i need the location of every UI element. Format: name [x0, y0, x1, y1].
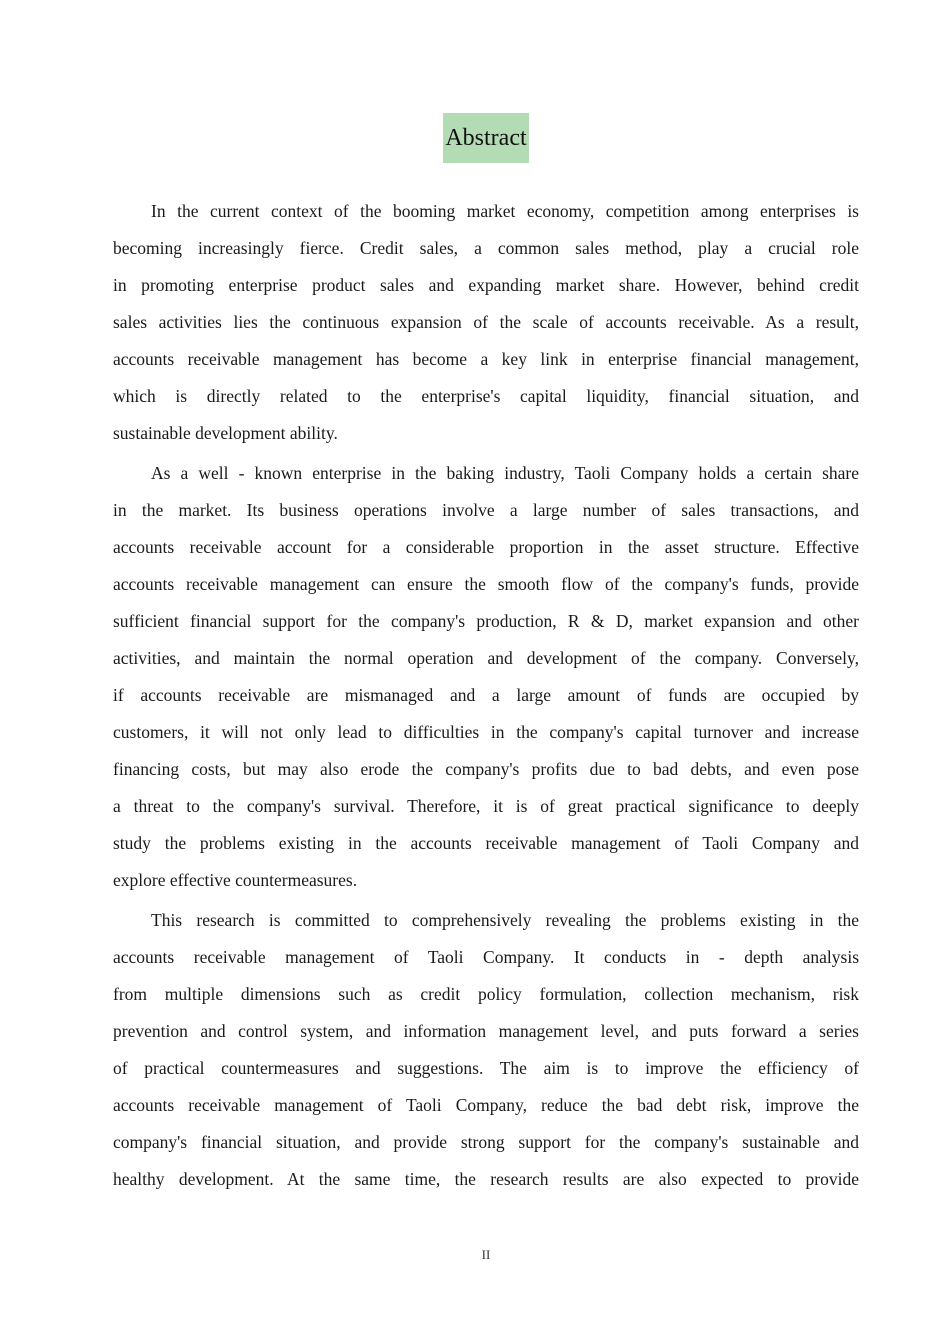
abstract-body — [113, 193, 859, 1198]
text-line: accounts receivable management of Taoli Company. It conducts in - depth analysis — [113, 947, 859, 967]
text-line: in promoting enterprise product sales and expanding market share. However, behind credit — [113, 275, 859, 295]
text-line: sufficient financial support for the company's production, R & D, market expansion and other — [113, 611, 859, 631]
text-line: accounts receivable management of Taoli Company, reduce the bad debt risk, improve the — [113, 1095, 859, 1115]
text-line: This research is committed to comprehensively revealing the problems existing in the — [151, 910, 859, 930]
text-line: sales activities lies the continuous expansion of the scale of accounts receivable. As a result, — [113, 312, 859, 332]
text-line: healthy development. At the same time, the research results are also expected to provide — [113, 1169, 859, 1189]
paragraph-1 — [113, 193, 859, 452]
text-line: prevention and control system, and information management level, and puts forward a series — [113, 1021, 859, 1041]
text-line: accounts receivable management can ensure the smooth flow of the company's funds, provide — [113, 574, 859, 594]
text-line: explore effective countermeasures. — [113, 870, 358, 890]
text-line: activities, and maintain the normal operation and development of the company. Conversely, — [113, 648, 859, 668]
page-title: Abstract — [445, 124, 527, 151]
paragraph-2 — [113, 455, 859, 899]
text-line: In the current context of the booming market economy, competition among enterprises is — [151, 201, 859, 221]
page-number: II — [481, 1247, 491, 1262]
text-line: if accounts receivable are mismanaged and a large amount of funds are occupied by — [113, 685, 859, 705]
text-line: becoming increasingly fierce. Credit sales, a common sales method, play a crucial role — [113, 238, 859, 258]
text-line: sustainable development ability. — [113, 423, 338, 443]
text-line: in the market. Its business operations involve a large number of sales transactions, and — [113, 500, 859, 520]
title-highlight — [443, 113, 529, 163]
text-line: company's financial situation, and provide strong support for the company's sustainable and — [113, 1132, 859, 1152]
text-line: accounts receivable account for a considerable proportion in the asset structure. Effective — [113, 537, 859, 557]
text-line: study the problems existing in the accounts receivable management of Taoli Company and — [113, 833, 859, 853]
text-line: a threat to the company's survival. Therefore, it is of great practical significance to deeply — [113, 796, 859, 816]
text-line: of practical countermeasures and suggestions. The aim is to improve the efficiency of — [113, 1058, 859, 1078]
text-line: As a well - known enterprise in the baking industry, Taoli Company holds a certain share — [151, 463, 859, 483]
text-line: financing costs, but may also erode the company's profits due to bad debts, and even pose — [113, 759, 859, 779]
text-line: accounts receivable management has become a key link in enterprise financial management, — [113, 349, 859, 369]
text-line: from multiple dimensions such as credit policy formulation, collection mechanism, risk — [113, 984, 859, 1004]
paragraph-3 — [113, 902, 859, 1198]
text-line: customers, it will not only lead to difficulties in the company's capital turnover and increase — [113, 722, 859, 742]
text-line: which is directly related to the enterprise's capital liquidity, financial situation, and — [113, 386, 859, 406]
